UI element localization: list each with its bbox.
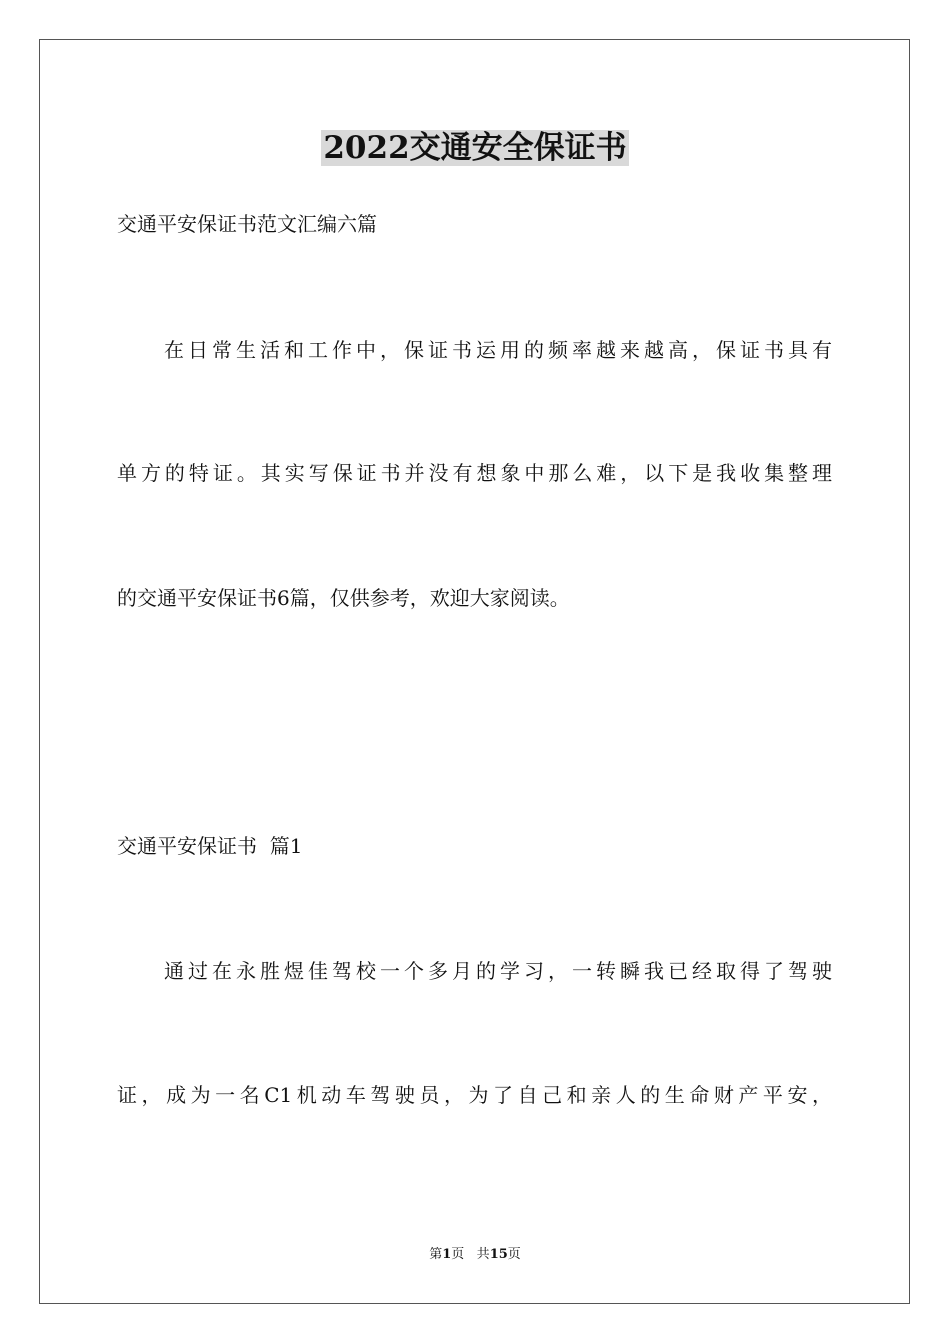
intro-paragraph-line-1: 在日常生活和工作中，保证书运用的频率越来越高，保证书具有 (164, 338, 832, 362)
footer-page-prefix: 第 (429, 1247, 443, 1262)
page-footer (0, 1246, 950, 1264)
section-1-paragraph-line-1: 通过在永胜煜佳驾校一个多月的学习，一转瞬我已经取得了驾驶 (164, 959, 832, 983)
document-title-text: 2022交通安全保证书 (323, 130, 627, 166)
intro-paragraph-line-3: 的交通平安保证书6篇，仅供参考，欢迎大家阅读。 (117, 586, 570, 610)
section-1-heading: 交通平安保证书 篇1 (117, 834, 303, 858)
footer-total-suffix: 页 (507, 1247, 521, 1262)
footer-total-pages: 15 (489, 1247, 508, 1262)
footer-page-suffix: 页 (451, 1247, 465, 1262)
document-subtitle: 交通平安保证书范文汇编六篇 (117, 212, 377, 236)
document-title (0, 126, 950, 170)
intro-paragraph-line-2: 单方的特证。其实写保证书并没有想象中那么难，以下是我收集整理 (117, 461, 832, 485)
section-1-paragraph-line-2: 证，成为一名C1机动车驾驶员，为了自己和亲人的生命财产平安， (117, 1083, 832, 1107)
footer-page-number: 1 (442, 1247, 452, 1262)
footer-total-prefix: 共 (476, 1247, 490, 1262)
